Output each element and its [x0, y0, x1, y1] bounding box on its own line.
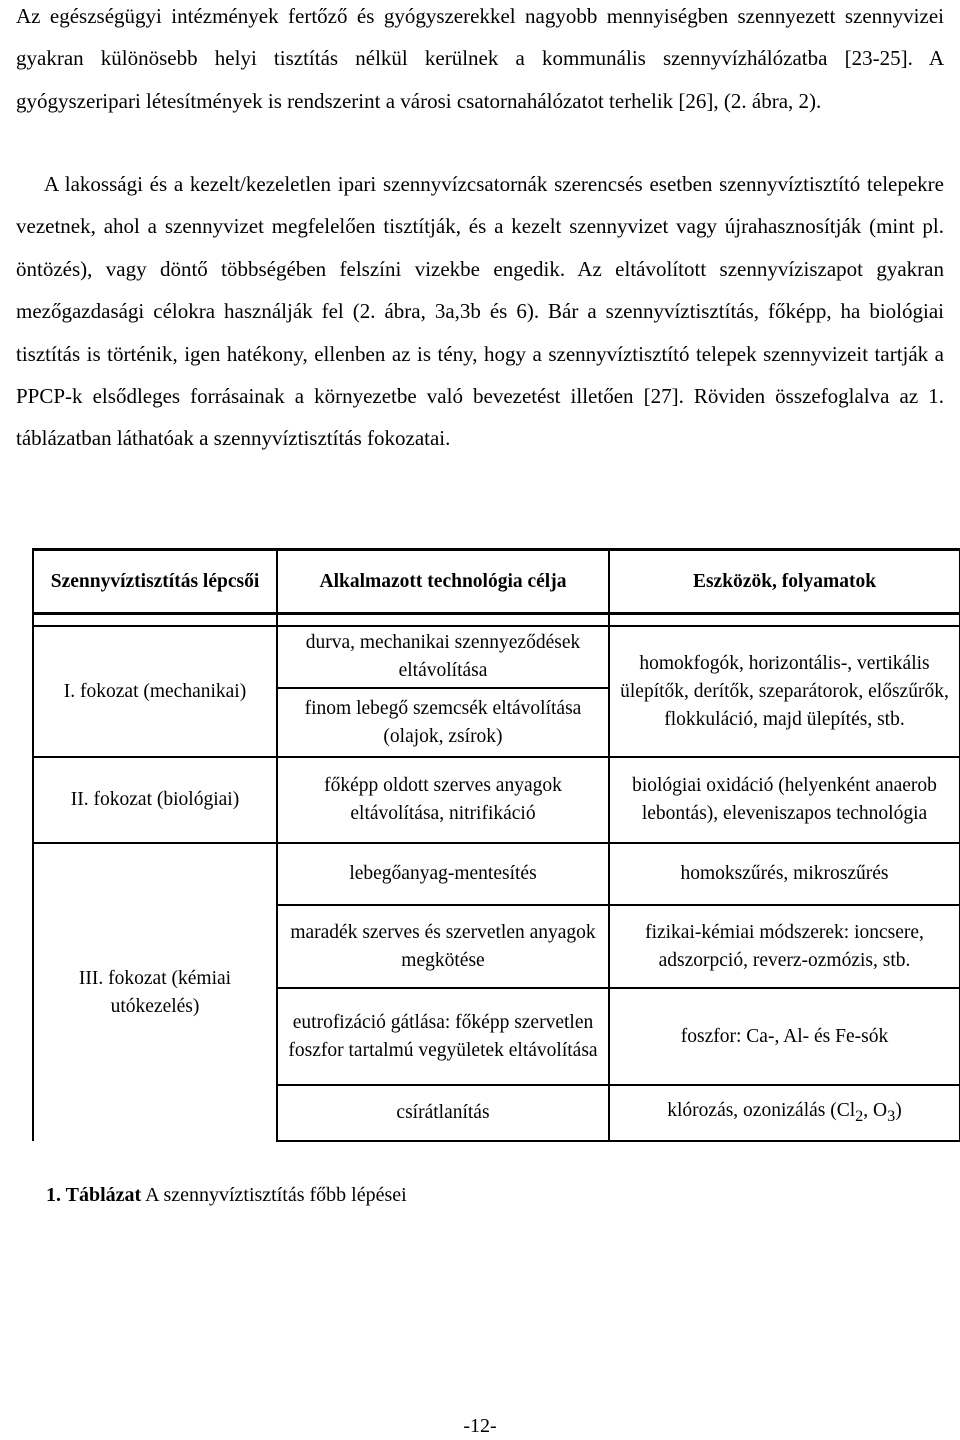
tools-last-mid: , O [863, 1099, 888, 1121]
tools-last-sub-1: 2 [855, 1106, 864, 1125]
tools-last-sub-2: 3 [887, 1106, 896, 1125]
stage-3-cell: III. fokozat (kémiai utókezelés) [33, 843, 277, 1141]
header-aim: Alkalmazott technológia célja [277, 550, 609, 614]
header-tools: Eszközök, folyamatok [609, 550, 960, 614]
table-row [33, 626, 960, 688]
aim-cell: finom lebegő szemcsék eltávolítása (olajok, zsírok) [277, 688, 609, 756]
tools-cell: foszfor: Ca-, Al- és Fe-sók [609, 988, 960, 1085]
table-header-row [33, 550, 960, 614]
body-paragraph-2: A lakossági és a kezelt/kezeletlen ipari szennyvízcsatornák szerencsés esetben szennyvíztisztító telepekre vezetnek, ahol a szennyvizet megfelelően tisztítják, és a kezelt szennyvizet vagy újrahasznosítják (mint pl. öntözés), vagy döntő többségében felszíni vizekbe engedik. Az eltávolított szennyvíziszapot gyakran mezőgazdasági célokra használják fel (2. ábra, 3a,3b és 6). Bár a szennyvíztisztítás, főképp, ha biológiai tisztítás is történik, igen hatékony, ellenben az is tény, hogy a szennyvíztisztító telepek szennyvizeit tartják a PPCP-k elsődleges forrásainak a környezetbe való bevezetést illetően [27]. Röviden összefoglalva az 1. táblázatban láthatóak a szennyvíztisztítás fokozatai. [16, 172, 944, 451]
table-row [33, 843, 960, 905]
table-separator-row [33, 614, 960, 627]
tools-cell: fizikai-kémiai módszerek: ioncsere, adszorpció, reverz-ozmózis, stb. [609, 905, 960, 988]
page-number: -12- [463, 1415, 497, 1437]
tools-last-prefix: klórozás, ozonizálás (Cl [667, 1099, 856, 1121]
aim-cell: durva, mechanikai szennyeződések eltávolítása [277, 626, 609, 688]
aim-cell: maradék szerves és szervetlen anyagok megkötése [277, 905, 609, 988]
tools-cell [609, 1085, 960, 1141]
tools-cell: homokfogók, horizontális-, vertikális ülepítők, derítők, szeparátorok, előszűrők, flokkuláció, majd ülepítés, stb. [609, 626, 960, 756]
caption-text: A szennyvíztisztítás főbb lépései [141, 1184, 407, 1206]
aim-cell: főképp oldott szerves anyagok eltávolítása, nitrifikáció [277, 757, 609, 844]
tools-cell: biológiai oxidáció (helyenként anaerob lebontás), eleveniszapos technológia [609, 757, 960, 844]
aim-cell: eutrofizáció gátlása: főképp szervetlen foszfor tartalmú vegyületek eltávolítása [277, 988, 609, 1085]
treatment-steps-table [32, 548, 960, 1142]
tools-cell: homokszűrés, mikroszűrés [609, 843, 960, 905]
stage-2-cell: II. fokozat (biológiai) [33, 757, 277, 844]
tools-last-suffix: ) [895, 1099, 902, 1121]
header-stages: Szennyvíztisztítás lépcsői [33, 550, 277, 614]
stage-1-cell: I. fokozat (mechanikai) [33, 626, 277, 756]
body-paragraph-1: Az egészségügyi intézmények fertőző és gyógyszerekkel nagyobb mennyiségben szennyezett szennyvizei gyakran különösebb helyi tisztítás nélkül kerülnek a kommunális szennyvízhálózatba [23-25]. A gyógyszeripari létesítmények is rendszerint a városi csatornahálózatot terhelik [26], (2. ábra, 2). [16, 4, 944, 113]
table-caption [46, 1180, 407, 1210]
aim-cell: lebegőanyag-mentesítés [277, 843, 609, 905]
caption-label: 1. Táblázat [46, 1184, 142, 1206]
table-row [33, 757, 960, 844]
aim-cell: csírátlanítás [277, 1085, 609, 1141]
